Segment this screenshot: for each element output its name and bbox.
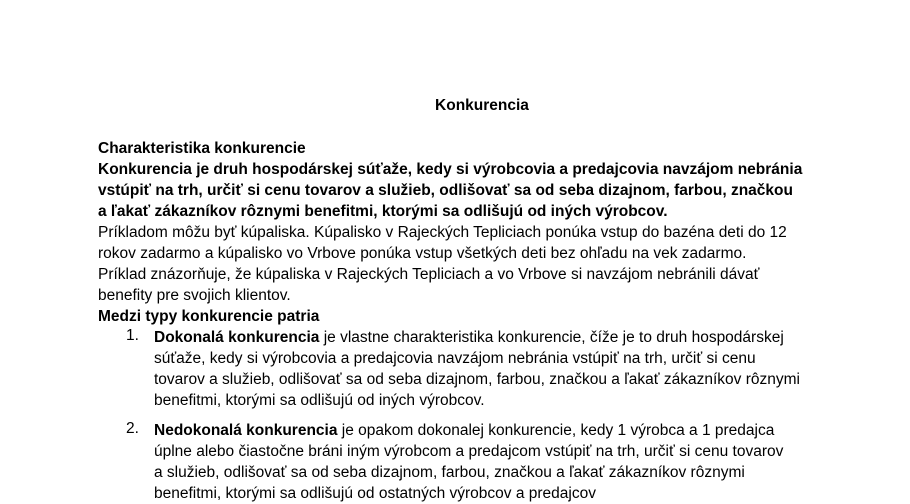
document-title: Konkurencia: [435, 97, 529, 114]
list-term: Dokonalá konkurencia: [154, 329, 320, 346]
list-item: [98, 420, 818, 504]
example-line: benefity pre svojich klientov.: [98, 287, 291, 304]
list-text: tovarov a služieb, odlišovať sa od seba dizajnom, farbou, značkou a ľakať zákazníkov rôznymi: [154, 371, 800, 388]
list-text: benefitmi, ktorými sa odlišujú od ostatných výrobcov a predajcov: [154, 485, 596, 502]
list-item: [98, 327, 818, 411]
list-text: a služieb, odlišovať sa od seba dizajnom, farbou, značkou a ľakať zákazníkov rôznymi: [154, 464, 745, 481]
list-text: súťaže, kedy si výrobcovia a predajcovia navzájom nebránia vstúpiť na trh, určiť si cenu: [154, 350, 756, 367]
list-text: benefitmi, ktorými sa odlišujú od iných výrobcov.: [154, 392, 485, 409]
document-body: [98, 138, 818, 327]
list-term: Nedokonalá konkurencia: [154, 422, 338, 439]
definition-line: a ľakať zákazníkov rôznymi benefitmi, ktorými sa odlišujú od iných výrobcov.: [98, 203, 668, 220]
types-heading: Medzi typy konkurencie patria: [98, 308, 320, 325]
types-list: [98, 327, 818, 504]
list-number: 1.: [126, 327, 139, 344]
list-number: 2.: [126, 420, 139, 437]
list-text: je vlastne charakteristika konkurencie, číže je to druh hospodárskej: [319, 329, 784, 346]
section-heading: Charakteristika konkurencie: [98, 140, 306, 157]
definition-line: vstúpiť na trh, určiť si cenu tovarov a služieb, odlišovať sa od seba dizajnom, farbou, značkou: [98, 182, 793, 199]
list-text: je opakom dokonalej konkurencie, kedy 1 výrobca a 1 predajca: [337, 422, 775, 439]
example-line: rokov zadarmo a kúpalisko vo Vrbove ponúka vstup všetkých deti bez ohľadu na vek zadarmo.: [98, 245, 747, 262]
list-text: úplne alebo čiastočne bráni iným výrobcom a predajcom vstúpiť na trh, určiť si cenu tovarov: [154, 443, 784, 460]
definition-line: Konkurencia je druh hospodárskej súťaže, kedy si výrobcovia a predajcovia navzájom nebránia: [98, 161, 803, 178]
example-line: Príklad znázorňuje, že kúpaliska v Rajeckých Tepliciach a vo Vrbove si navzájom nebránili dávať: [98, 266, 760, 283]
example-line: Príkladom môžu byť kúpaliska. Kúpalisko v Rajeckých Tepliciach ponúka vstup do bazéna deti do 12: [98, 224, 787, 241]
